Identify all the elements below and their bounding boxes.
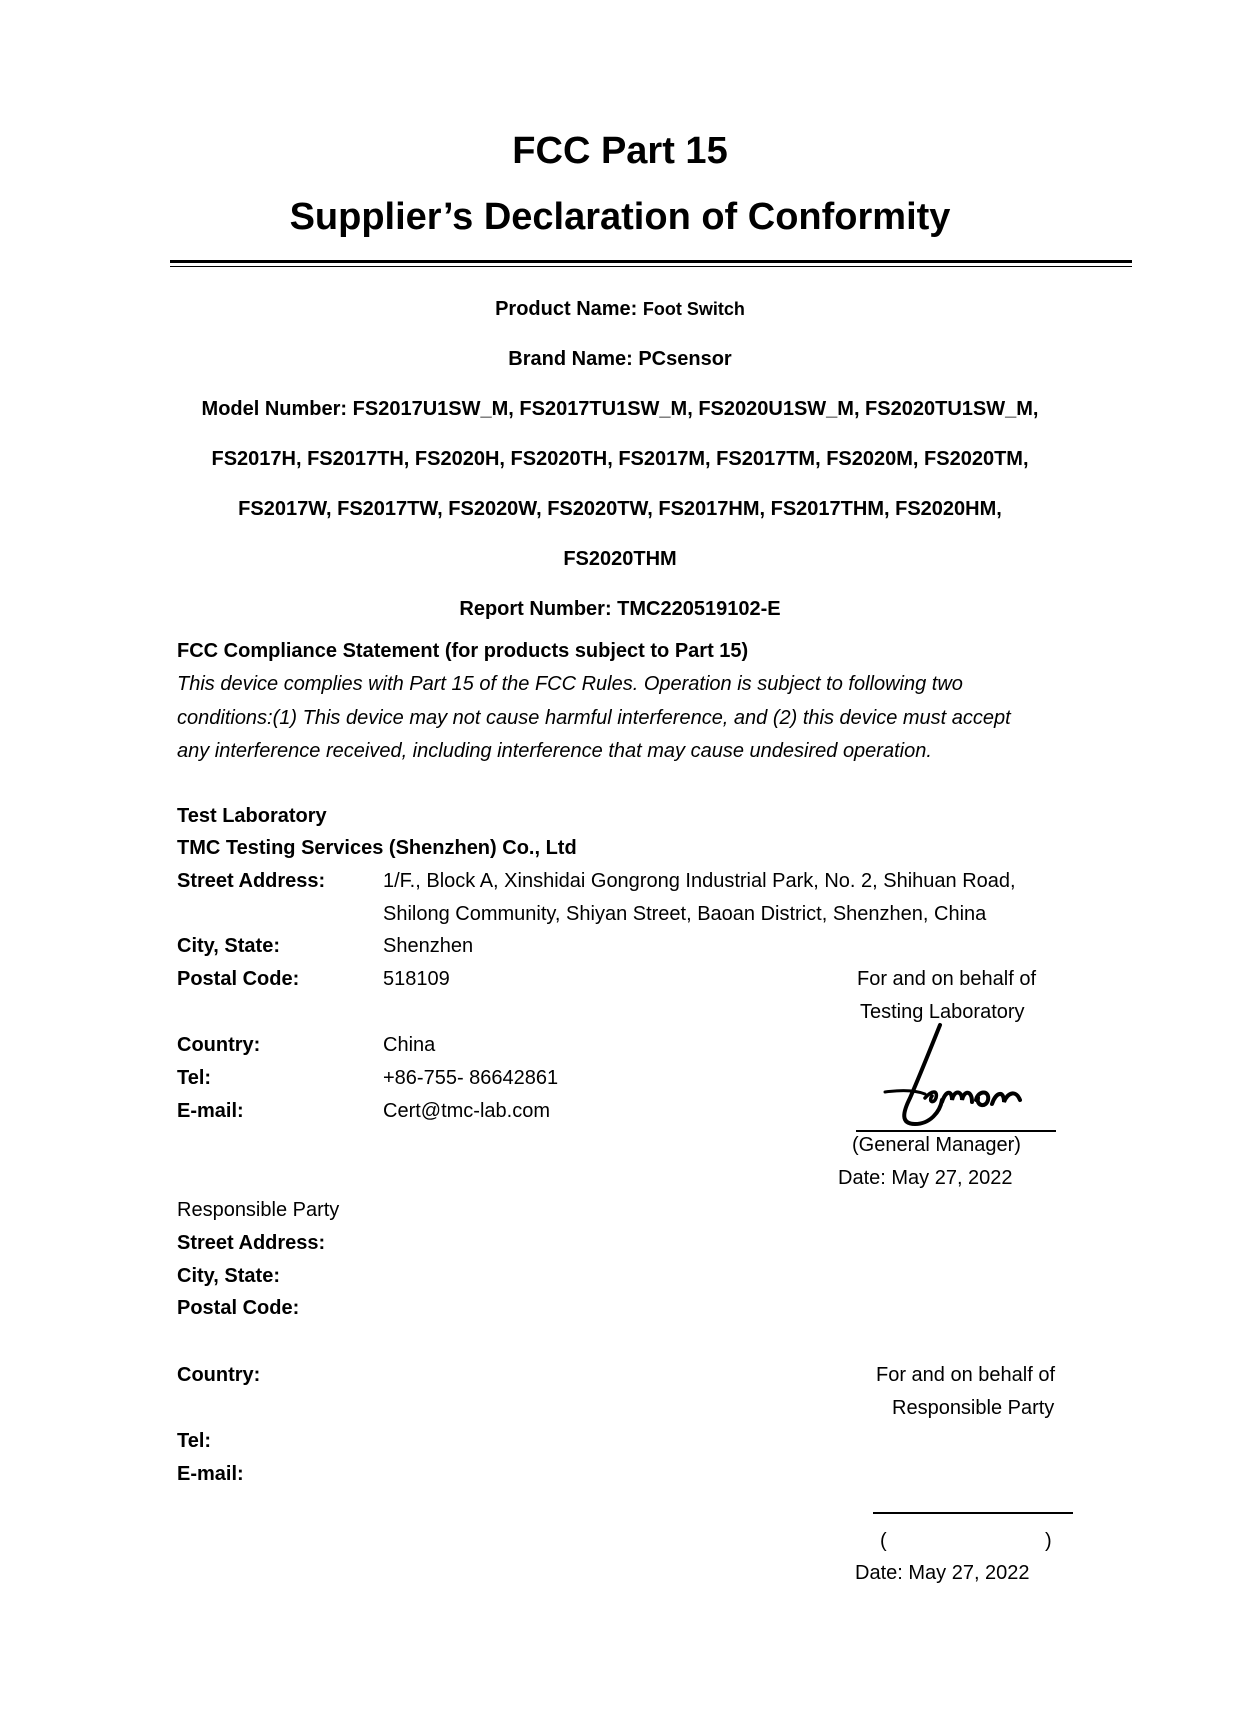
brand-name-value: PCsensor [638,348,732,370]
model-number-line-2: FS2017H, FS2017TH, FS2020H, FS2020TH, FS2017M, FS2017TM, FS2020M, FS2020TM, [211,448,1029,470]
test-lab-country-value: China [383,1034,436,1056]
test-lab-behalf-line-2: Testing Laboratory [860,1001,1025,1023]
model-number-value-1: FS2017U1SW_M, FS2017TU1SW_M, FS2020U1SW_M, FS2020TU1SW_M, [352,398,1039,420]
test-lab-tel-label: Tel: [177,1067,212,1089]
responsible-party-behalf-line-2: Responsible Party [892,1397,1055,1419]
test-lab-email-value: Cert@tmc-lab.com [383,1100,550,1122]
test-lab-behalf-line-1: For and on behalf of [857,968,1037,990]
compliance-text-line-3: any interference received, including interference that may cause undesired operation. [177,740,932,762]
test-lab-date: Date: May 27, 2022 [838,1167,1013,1189]
responsible-party-signature-line [873,1512,1073,1514]
model-number-line-4: FS2020THM [563,548,677,570]
responsible-party-country-label: Country: [177,1364,261,1386]
responsible-party-date: Date: May 27, 2022 [855,1562,1030,1584]
responsible-party-email-label: E-mail: [177,1463,244,1485]
compliance-heading: FCC Compliance Statement (for products subject to Part 15) [177,640,749,662]
test-lab-company: TMC Testing Services (Shenzhen) Co., Ltd [177,837,577,859]
header-rule-thick [170,260,1132,263]
test-lab-signature-line [856,1130,1056,1132]
model-number-line-3: FS2017W, FS2017TW, FS2020W, FS2020TW, FS2017HM, FS2017THM, FS2020HM, [238,498,1002,520]
responsible-party-paren-close: ) [1045,1530,1052,1552]
responsible-party-tel-label: Tel: [177,1430,212,1452]
test-lab-country-label: Country: [177,1034,261,1056]
test-lab-city-label: City, State: [177,935,280,957]
report-number-value: TMC220519102-E [617,598,781,620]
product-name-label: Product Name: [495,298,638,320]
test-lab-tel-value: +86-755- 86642861 [383,1067,559,1089]
header-rule-thin [170,266,1132,267]
responsible-party-paren-open: ( [880,1530,887,1552]
test-lab-postal-label: Postal Code: [177,968,300,990]
document-title: FCC Part 15 [512,130,728,172]
brand-name-label: Brand Name: [508,348,633,370]
brand-name-line [0,348,1240,371]
test-lab-city-value: Shenzhen [383,935,474,957]
responsible-party-city-label: City, State: [177,1265,280,1287]
test-lab-signer-title: (General Manager) [852,1134,1021,1156]
document-subtitle: Supplier’s Declaration of Conformity [289,196,951,238]
model-number-label: Model Number: [201,398,348,420]
compliance-text-line-2: conditions:(1) This device may not cause harmful interference, and (2) this device must accept [177,707,1011,729]
responsible-party-heading: Responsible Party [177,1199,340,1221]
test-lab-street-label: Street Address: [177,870,326,892]
test-lab-email-label: E-mail: [177,1100,244,1122]
test-lab-postal-value: 518109 [383,968,450,990]
report-number-line [0,598,1240,621]
product-name-value: Foot Switch [642,299,745,319]
report-number-label: Report Number: [459,598,612,620]
model-number-line-1 [0,398,1240,421]
responsible-party-postal-label: Postal Code: [177,1297,300,1319]
test-lab-signature-image [870,1020,1070,1130]
responsible-party-street-label: Street Address: [177,1232,326,1254]
test-lab-street-line-1: 1/F., Block A, Xinshidai Gongrong Industrial Park, No. 2, Shihuan Road, [383,870,1016,892]
test-lab-street-line-2: Shilong Community, Shiyan Street, Baoan District, Shenzhen, China [383,903,987,925]
test-lab-heading: Test Laboratory [177,805,327,827]
responsible-party-behalf-line-1: For and on behalf of [876,1364,1056,1386]
product-name-line [0,298,1240,321]
compliance-text-line-1: This device complies with Part 15 of the FCC Rules. Operation is subject to following two [177,673,963,695]
